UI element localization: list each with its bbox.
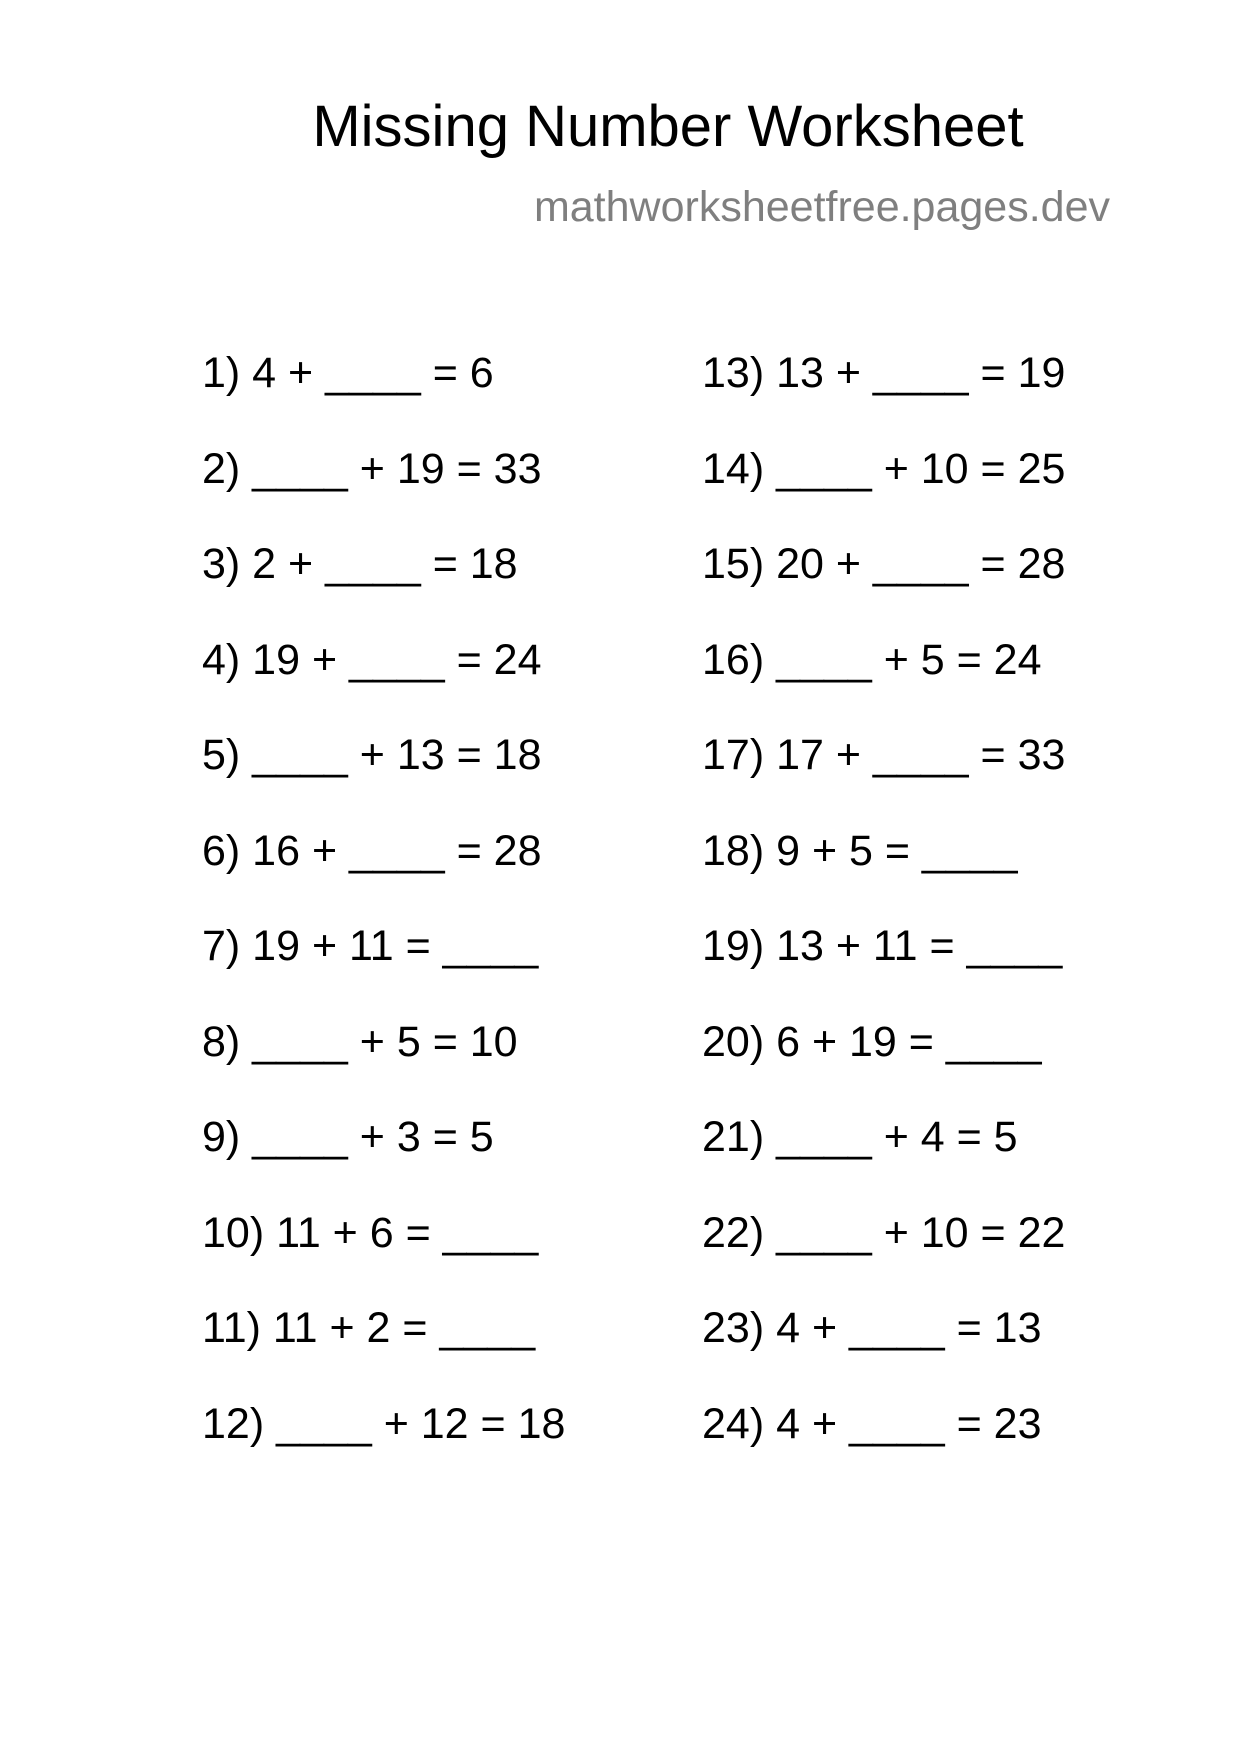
problem-13: 13) 13 + ____ = 19	[702, 349, 1066, 397]
problem-14: 14) ____ + 10 = 25	[702, 444, 1066, 493]
problem-7: 7) 19 + 11 = ____	[202, 922, 539, 970]
problem-6: 6) 16 + ____ = 28	[202, 826, 542, 875]
problem-21: 21) ____ + 4 = 5	[702, 1113, 1018, 1161]
problem-8: 8) ____ + 5 = 10	[202, 1017, 518, 1066]
problem-15: 15) 20 + ____ = 28	[702, 540, 1066, 588]
problem-2: 2) ____ + 19 = 33	[202, 444, 542, 493]
problem-17: 17) 17 + ____ = 33	[702, 731, 1066, 779]
problem-18: 18) 9 + 5 = ____	[702, 826, 1018, 875]
problem-12: 12) ____ + 12 = 18	[202, 1399, 566, 1448]
problem-20: 20) 6 + 19 = ____	[702, 1017, 1042, 1066]
problem-10: 10) 11 + 6 = ____	[202, 1208, 539, 1257]
website-url: mathworksheetfree.pages.dev	[533, 183, 1110, 231]
problem-19: 19) 13 + 11 = ____	[702, 922, 1063, 970]
problem-22: 22) ____ + 10 = 22	[702, 1208, 1066, 1257]
problem-16: 16) ____ + 5 = 24	[702, 635, 1042, 684]
problem-column-left	[202, 349, 722, 1498]
worksheet-title: Missing Number Worksheet	[312, 94, 1024, 159]
problem-column-right	[702, 349, 1222, 1498]
problem-11: 11) 11 + 2 = ____	[202, 1304, 536, 1352]
problem-1: 1) 4 + ____ = 6	[202, 349, 494, 397]
problem-5: 5) ____ + 13 = 18	[202, 731, 542, 779]
problem-3: 3) 2 + ____ = 18	[202, 540, 518, 588]
problem-9: 9) ____ + 3 = 5	[202, 1113, 494, 1161]
problem-23: 23) 4 + ____ = 13	[702, 1304, 1042, 1352]
problem-4: 4) 19 + ____ = 24	[202, 635, 542, 684]
problem-24: 24) 4 + ____ = 23	[702, 1399, 1042, 1448]
